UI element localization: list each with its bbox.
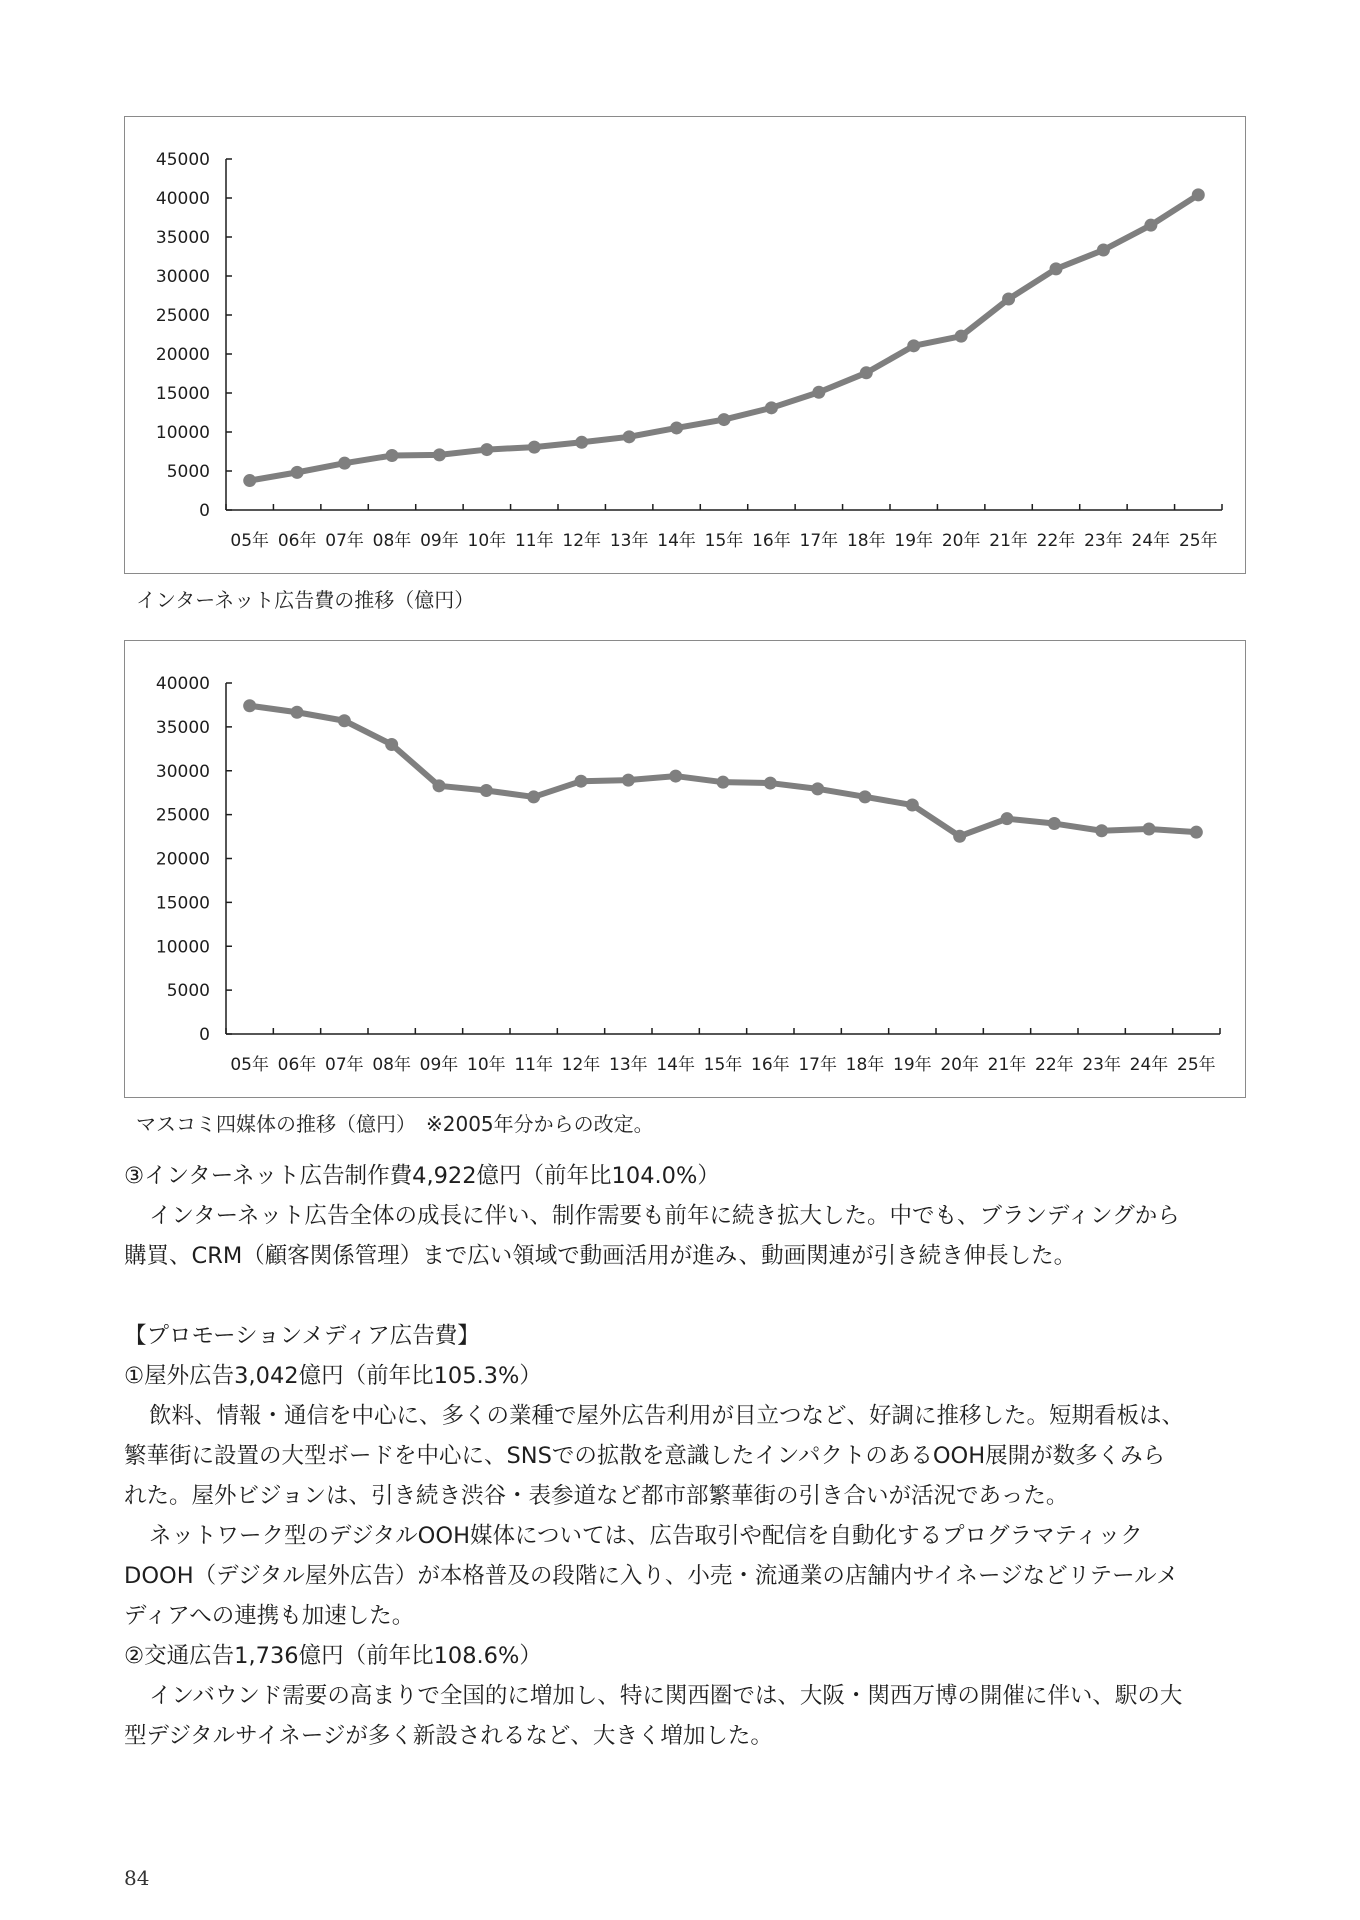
- data-point: [953, 830, 966, 843]
- y-tick-label: 30000: [155, 267, 210, 287]
- data-point: [1097, 244, 1110, 257]
- data-point: [906, 799, 919, 812]
- paragraph-line: 飲料、情報・通信を中心に、多くの業種で屋外広告利用が目立つなど、好調に推移した。短期看板は、: [149, 1403, 1185, 1429]
- data-point: [623, 430, 636, 443]
- data-point: [1048, 817, 1061, 830]
- y-tick-label: 5000: [166, 981, 210, 1002]
- paragraph-line: 購買、CRM（顧客関係管理）まで広い領域で動画活用が進み、動画関連が引き続き伸長した。: [124, 1243, 1077, 1269]
- data-point: [717, 776, 730, 789]
- data-point: [291, 466, 304, 479]
- x-tick-label: 25年: [1177, 1055, 1216, 1075]
- x-tick-label: 22年: [1035, 1055, 1074, 1075]
- data-point: [338, 457, 351, 470]
- data-point: [386, 449, 399, 462]
- body-text: [124, 1156, 1246, 1756]
- x-tick-label: 22年: [1036, 531, 1076, 551]
- data-point: [291, 706, 304, 719]
- x-tick-label: 07年: [325, 1055, 364, 1075]
- data-point: [765, 401, 778, 414]
- chart-caption-internet: インターネット広告費の推移（億円）: [136, 588, 475, 612]
- x-tick-label: 20年: [941, 531, 981, 551]
- data-point: [1143, 822, 1156, 835]
- y-tick-label: 0: [199, 1025, 210, 1045]
- series-line: [250, 706, 1197, 837]
- y-tick-label: 25000: [155, 306, 210, 326]
- y-tick-label: 40000: [155, 189, 210, 209]
- paragraph-line: DOOH（デジタル屋外広告）が本格普及の段階に入り、小売・流通業の店舗内サイネージなどリテールメ: [124, 1563, 1179, 1589]
- x-tick-label: 12年: [561, 1055, 601, 1075]
- data-point: [670, 421, 683, 434]
- y-tick-label: 5000: [166, 462, 210, 482]
- x-tick-label: 12年: [562, 531, 602, 551]
- data-point: [385, 738, 398, 751]
- x-tick-label: 11年: [514, 1055, 553, 1075]
- x-tick-label: 23年: [1084, 531, 1123, 551]
- y-tick-label: 20000: [155, 345, 210, 365]
- y-tick-label: 25000: [155, 805, 210, 826]
- data-point: [1095, 824, 1108, 837]
- data-point: [338, 714, 351, 727]
- data-point: [243, 699, 256, 712]
- y-tick-label: 15000: [155, 893, 210, 914]
- section-heading-internet-production: ③インターネット広告制作費4,922億円（前年比104.0%）: [124, 1163, 720, 1189]
- x-tick-label: 21年: [989, 531, 1028, 551]
- mass-media-ad-spend-chart: [124, 640, 1246, 1098]
- x-tick-label: 09年: [420, 531, 459, 551]
- data-point: [1144, 219, 1157, 232]
- data-point: [764, 777, 777, 790]
- paragraph-line: れた。屋外ビジョンは、引き続き渋谷・表参道など都市部繁華街の引き合いが活況であった。: [124, 1483, 1069, 1509]
- section-heading-outdoor: ①屋外広告3,042億円（前年比105.3%）: [124, 1363, 542, 1389]
- x-tick-label: 23年: [1082, 1055, 1121, 1075]
- x-tick-label: 10年: [467, 1055, 506, 1075]
- y-tick-label: 35000: [155, 228, 210, 248]
- y-tick-label: 35000: [155, 717, 210, 738]
- paragraph-line: インバウンド需要の高まりで全国的に増加し、特に関西圏では、大阪・関西万博の開催に伴い、駅の大: [149, 1683, 1183, 1709]
- x-tick-label: 13年: [609, 1055, 648, 1075]
- data-point: [669, 770, 682, 783]
- x-tick-label: 19年: [893, 1055, 932, 1075]
- data-point: [955, 330, 968, 343]
- x-tick-label: 24年: [1129, 1055, 1169, 1075]
- data-point: [243, 474, 256, 487]
- series-line: [250, 195, 1199, 481]
- x-tick-label: 08年: [372, 531, 412, 551]
- paragraph-line: 型デジタルサイネージが多く新設されるなど、大きく増加した。: [124, 1723, 773, 1749]
- x-tick-label: 18年: [846, 531, 886, 551]
- x-tick-label: 14年: [656, 1055, 695, 1075]
- y-tick-label: 10000: [155, 423, 210, 443]
- data-point: [718, 413, 731, 426]
- x-tick-label: 10年: [467, 531, 507, 551]
- data-point: [622, 774, 635, 787]
- data-point: [575, 775, 588, 788]
- data-point: [1002, 292, 1015, 305]
- paragraph-line: 繁華街に設置の大型ボードを中心に、SNSでの拡散を意識したインパクトのあるOOH展開が数多くみら: [124, 1443, 1166, 1469]
- data-point: [575, 436, 588, 449]
- internet-ad-spend-chart: [124, 116, 1246, 574]
- x-tick-label: 16年: [751, 1055, 790, 1075]
- x-tick-label: 08年: [372, 1055, 411, 1075]
- x-tick-label: 06年: [277, 1055, 317, 1075]
- data-point: [1050, 262, 1063, 275]
- mass-media-ad-spend-chart-svg: [125, 641, 1244, 1096]
- y-tick-label: 15000: [155, 384, 210, 404]
- data-point: [1001, 812, 1014, 825]
- x-tick-label: 09年: [419, 1055, 459, 1075]
- y-tick-label: 20000: [155, 849, 210, 870]
- data-point: [433, 779, 446, 792]
- x-tick-label: 16年: [752, 531, 791, 551]
- y-tick-label: 45000: [155, 150, 210, 170]
- data-point: [1190, 826, 1203, 839]
- paragraph-line: ネットワーク型のデジタルOOH媒体については、広告取引や配信を自動化するプログラマティック: [149, 1523, 1143, 1549]
- x-tick-label: 15年: [703, 1055, 743, 1075]
- x-tick-label: 19年: [894, 531, 934, 551]
- chart-caption-mass-media: マスコミ四媒体の推移（億円） ※2005年分からの改定。: [136, 1112, 654, 1136]
- x-tick-label: 13年: [609, 531, 649, 551]
- data-point: [860, 366, 873, 379]
- section-heading-transit: ②交通広告1,736億円（前年比108.6%）: [124, 1643, 542, 1669]
- x-tick-label: 06年: [277, 531, 317, 551]
- data-point: [480, 443, 493, 456]
- x-tick-label: 21年: [987, 1055, 1027, 1075]
- x-tick-label: 14年: [657, 531, 696, 551]
- x-tick-label: 11年: [514, 531, 554, 551]
- x-tick-label: 05年: [230, 531, 270, 551]
- data-point: [859, 790, 872, 803]
- data-point: [1192, 188, 1205, 201]
- data-point: [812, 386, 825, 399]
- data-point: [907, 339, 920, 352]
- paragraph-line: ディアへの連携も加速した。: [124, 1603, 415, 1629]
- y-tick-label: 40000: [155, 674, 210, 694]
- x-tick-label: 20年: [940, 1055, 979, 1075]
- x-tick-label: 15年: [704, 531, 744, 551]
- x-tick-label: 24年: [1131, 531, 1171, 551]
- x-tick-label: 17年: [798, 1055, 837, 1075]
- x-tick-label: 05年: [230, 1055, 269, 1075]
- data-point: [433, 448, 446, 461]
- y-tick-label: 0: [199, 501, 210, 521]
- data-point: [811, 782, 824, 795]
- x-tick-label: 18年: [845, 1055, 885, 1075]
- section-title-promotion-media: 【プロモーションメディア広告費】: [124, 1323, 480, 1349]
- x-tick-label: 07年: [325, 531, 364, 551]
- page-number: 84: [124, 1866, 150, 1890]
- data-point: [527, 790, 540, 803]
- y-tick-label: 10000: [155, 937, 210, 958]
- internet-ad-spend-chart-svg: [125, 117, 1244, 572]
- data-point: [528, 441, 541, 454]
- x-tick-label: 17年: [799, 531, 839, 551]
- paragraph-line: インターネット広告全体の成長に伴い、制作需要も前年に続き拡大した。中でも、ブランディングから: [149, 1203, 1180, 1229]
- data-point: [480, 784, 493, 797]
- x-tick-label: 25年: [1178, 531, 1218, 551]
- y-tick-label: 30000: [155, 761, 210, 782]
